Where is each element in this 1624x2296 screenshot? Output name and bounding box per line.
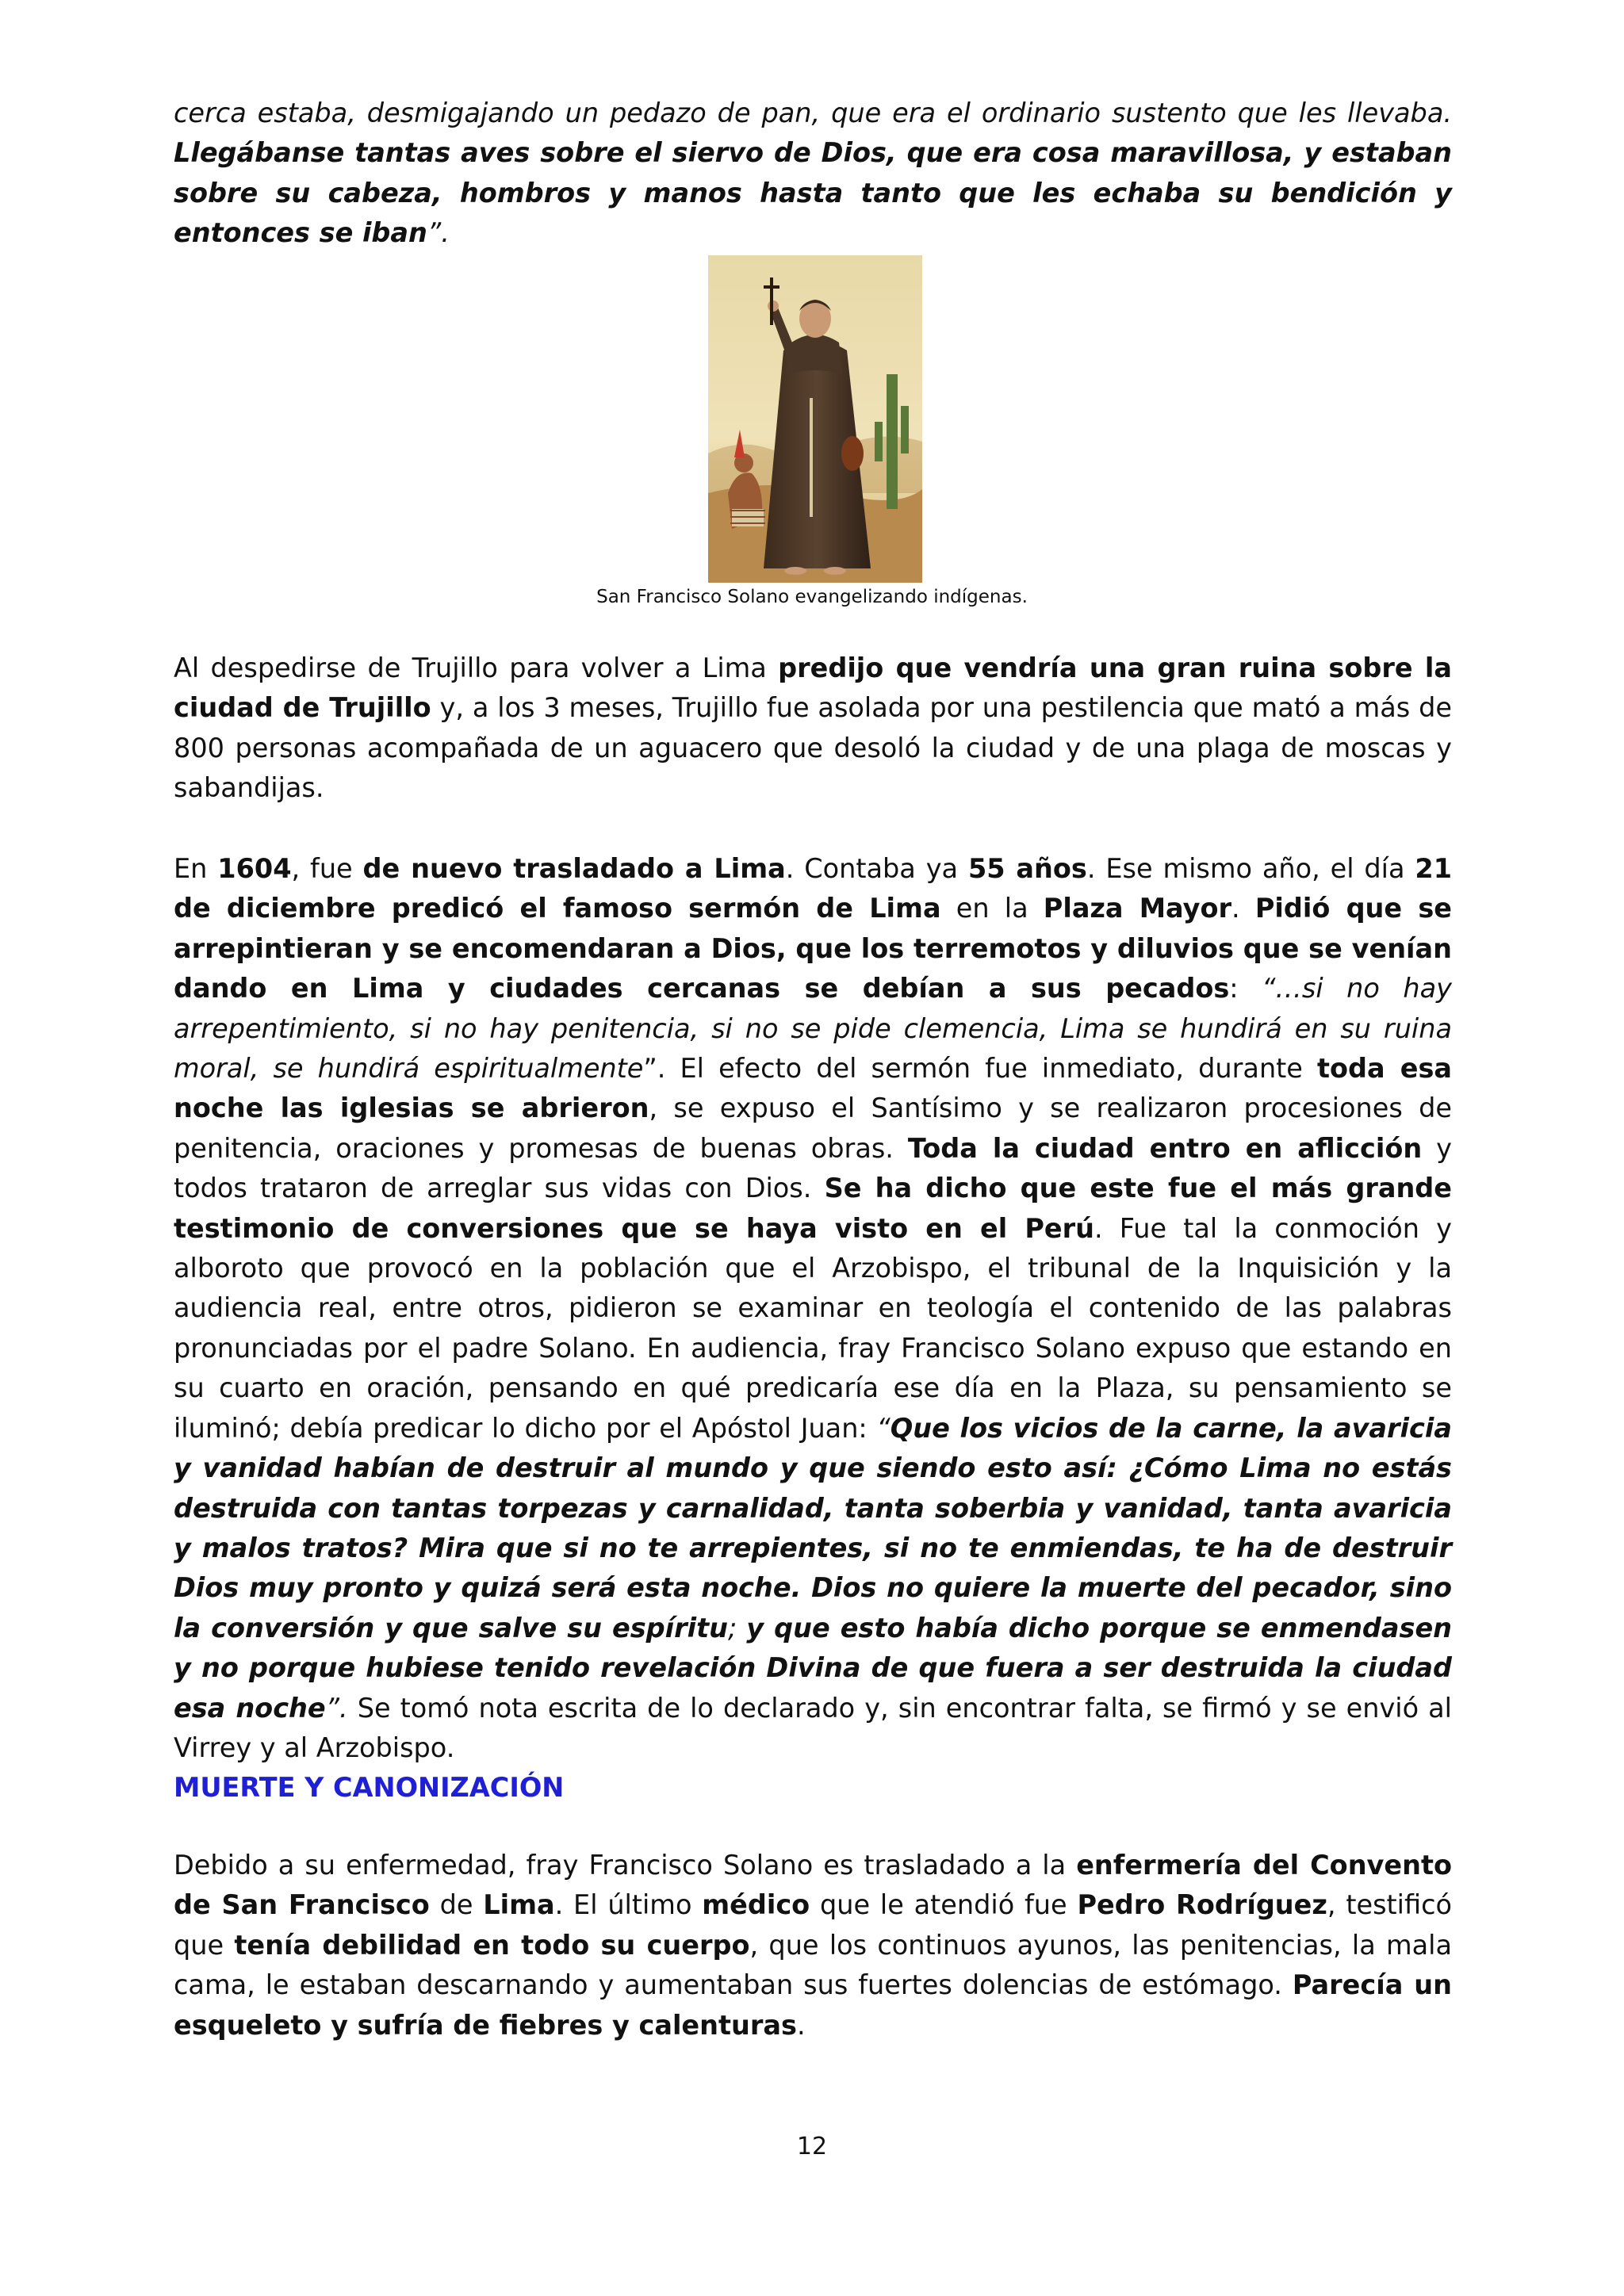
- text-run: . Ese mismo año, el día: [1086, 853, 1415, 884]
- bold-run: Parecía un esqueleto y sufría de fiebres y calenturas: [174, 1969, 1452, 2041]
- intro-sentence-1: cerca estaba, desmigajando un pedazo de pan, que era el ordinario sustento que les llevaba.: [174, 98, 1452, 128]
- text-run: .: [1231, 893, 1255, 924]
- text-run: En: [174, 853, 218, 884]
- text-run: . El último: [554, 1889, 703, 1921]
- bold-run: 55 años: [967, 853, 1087, 884]
- text-run: de: [429, 1889, 484, 1921]
- bold-run: 21 de diciembre predicó el famoso sermón de Lima: [174, 853, 1453, 924]
- text-run: y todos trataron de arreglar sus vidas con Dios.: [174, 1132, 1452, 1204]
- page-number: 12: [796, 2133, 828, 2160]
- lima-1604-paragraph: [174, 849, 1452, 1768]
- bold-run: Pidió que se arrepintieran y se encomendaran a Dios, que los terremotos y diluvios que se venían dando en Lima y ciudades cercanas se debían a sus pecados: [174, 893, 1452, 1004]
- text-run: en la: [940, 893, 1044, 924]
- bold-run: toda esa noche las iglesias se abrieron: [174, 1053, 1452, 1124]
- section-heading: MUERTE Y CANONIZACIÓN: [174, 1772, 565, 1803]
- bold-run: de nuevo trasladado a Lima: [362, 853, 786, 884]
- italic-run: ”.: [325, 1692, 348, 1724]
- bold-run: Lima: [483, 1889, 555, 1921]
- bold-run: 1604: [217, 853, 292, 884]
- text-run: .: [796, 2009, 806, 2041]
- figure-caption: San Francisco Solano evangelizando indígenas.: [596, 587, 1028, 607]
- bold-run: Se ha dicho que este fue el más grande testimonio de conversiones que se haya visto en el Perú: [174, 1173, 1452, 1244]
- text-run: y, a los 3 meses, Trujillo fue asolada por una pestilencia que mató a más de 800 personas acompañada de un aguacero que desoló la ciudad y de una plaga de moscas y sabandijas.: [174, 692, 1452, 804]
- bold-run: Plaza Mayor: [1043, 893, 1232, 924]
- intro-closing-quote: ”.: [427, 217, 450, 249]
- bold-italic-run: Que los vicios de la carne, la avaricia y vanidad habían de destruir al mundo y que siendo esto así: ¿Cómo Lima no estás destruida con tantas torpezas y carnalidad, tanta soberbia y vanidad, tanta avaricia y malos tratos? Mira que si no te arrepientes, si no te enmiendas, te ha de destruir Dios muy pronto y quizá será esta noche. Dios no quiere la muerte del pecador, sino la conversión y que salve su espíritu: [174, 1412, 1452, 1644]
- text-run: . Contaba ya: [785, 853, 968, 884]
- bold-italic-run: y que esto había dicho porque se enmendasen y no porque hubiese tenido revelación Divina de que fuera a ser destruida la ciudad esa noche: [174, 1612, 1453, 1724]
- page-body: [174, 94, 1452, 254]
- intro-paragraph: [174, 94, 1452, 254]
- bold-run: enfermería del Convento de San Francisco: [174, 1850, 1452, 1921]
- intro-sentence-2: Llegábanse tantas aves sobre el siervo de Dios, que era cosa maravillosa, y estaban sobre su cabeza, hombros y manos hasta tanto que les echaba su bendición y entonces se iban: [174, 137, 1452, 249]
- text-run: , se expuso el Santísimo y se realizaron procesiones de penitencia, oraciones y promesas de buenas obras.: [174, 1093, 1452, 1164]
- bold-run: Pedro Rodríguez: [1077, 1889, 1327, 1921]
- text-run: Al despedirse de Trujillo para volver a Lima: [174, 652, 779, 683]
- text-run: . Fue tal la conmoción y alboroto que provocó en la población que el Arzobispo, el tribunal de la Inquisición y la audiencia real, entre otros, pidieron se examinar en teología el contenido de las palabras pronunciadas por el padre Solano. En audiencia, fray Francisco Solano expuso que estando en su cuarto en oración, pensando en qué predicaría ese día en la Plaza, su pensamiento se iluminó; debía predicar lo dicho por el Apóstol Juan:: [174, 1212, 1452, 1444]
- saint-illustration: [708, 255, 922, 583]
- text-run: ”. El efecto del sermón fue inmediato, durante: [643, 1053, 1318, 1085]
- text-run: , testificó que: [174, 1889, 1452, 1961]
- bold-run: Toda la ciudad entro en aflicción: [907, 1132, 1423, 1164]
- text-run: , que los continuos ayunos, las penitencias, la mala cama, le estaban descarnando y aumentaban sus fuertes dolencias de estómago.: [174, 1929, 1452, 2001]
- trujillo-paragraph: [174, 649, 1452, 809]
- text-run: :: [1229, 973, 1262, 1004]
- bold-run: tenía debilidad en todo su cuerpo: [234, 1929, 750, 1961]
- text-run: , fue: [291, 853, 363, 884]
- saint-francisco-solano-painting: [708, 255, 922, 583]
- bold-run: médico: [702, 1889, 810, 1921]
- muerte-paragraph: [174, 1846, 1452, 2045]
- bold-run: predijo que vendría una gran ruina sobre la ciudad de Trujillo: [174, 652, 1453, 724]
- text-run: que le atendió fue: [810, 1889, 1078, 1921]
- italic-run: “: [876, 1412, 891, 1444]
- italic-run: ;: [728, 1612, 747, 1644]
- text-run: Se tomó nota escrita de lo declarado y, sin encontrar falta, se firmó y se envió al Virrey y al Arzobispo.: [174, 1692, 1452, 1763]
- italic-run: “…si no hay arrepentimiento, si no hay penitencia, si no se pide clemencia, Lima se hundirá en su ruina moral, se hundirá espiritualmente: [174, 973, 1452, 1085]
- text-run: Debido a su enfermedad, fray Francisco Solano es trasladado a la: [174, 1850, 1077, 1881]
